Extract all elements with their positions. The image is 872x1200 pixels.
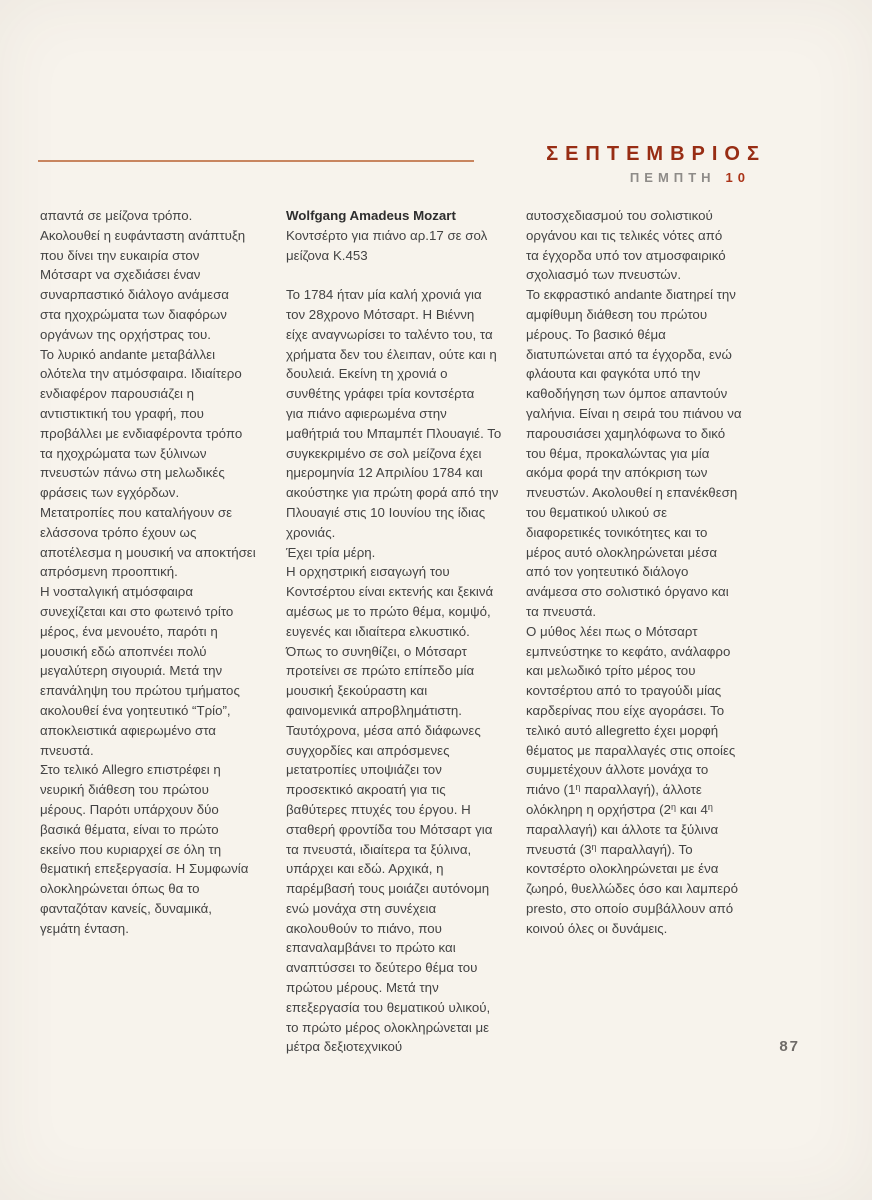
page-number: 87 xyxy=(779,1038,800,1055)
day-number: 10 xyxy=(725,170,750,185)
column-1-text: απαντά σε μείζονα τρόπο. Ακολουθεί η ευφάνταστη ανάπτυξη που δίνει την ευκαιρία στον Μότσαρτ να σχεδιάσει έναν συναρπαστικό διάλογο ανάμεσα στα ηχοχρώματα των διαφόρων οργάνων της ορχήστρας του. Το λυρικό andante μεταβάλλει ολότελα την ατμόσφαιρα. Ιδιαίτερο ενδιαφέρον παρουσιάζει η αντιστικτική του γραφή, που προβάλλει με ενδιαφέροντα τρόπο τα ηχοχρώματα των ξύλινων πνευστών πάνω στη μελωδικές φράσεις των εγχόρδων. Μετατροπίες που καταλήγουν σε ελάσσονα τρόπο έχουν ως αποτέλεσμα η μουσική να αποκτήσει απρόσμενη προοπτική. Η νοσταλγική ατμόσφαιρα συνεχίζεται και στο φωτεινό τρίτο μέρος, ένα μενουέτο, παρότι η μουσική εδώ αποπνέει πολύ μεγαλύτερη σιγουριά. Μετά την επανάληψη του πρώτου τμήματος ακολουθεί ένα γοητευτικό “Τρίο”, αποκλειστικά αφιερωμένο στα πνευστά. Στο τελικό Allegro επιστρέφει η νευρική διάθεση του πρώτου μέρους. Παρότι υπάρχουν δύο βασικά θέματα, είναι το πρώτο εκείνο που κυριαρχεί σε όλη τη θεματική επεξεργασία. Η Συμφωνία ολοκληρώνεται όπως θα το φανταζόταν κανείς, δυναμικά, γεμάτη ένταση. xyxy=(40,208,256,936)
column-2 xyxy=(286,206,526,1057)
column-3-text: αυτοσχεδιασμού του σολιστικού οργάνου και τις τελικές νότες από τα έγχορδα υπό τον ατμοσφαιρικό σχολιασμό των πνευστών. Το εκφραστικό andante διατηρεί την αμφίθυμη διάθεση του πρώτου μέρους. Το βασικό θέμα διατυπώνεται από τα έγχορδα, ενώ φλάουτα και φαγκότα υπό την καθοδήγηση των όμποε απαντούν γαλήνια. Είναι η σειρά του πιάνου να παρουσιάσει χαμηλόφωνα το δικό του θέμα, προκαλώντας για μία ακόμα φορά την απόκριση των πνευστών. Ακολουθεί η επανέκθεση του θεματικού υλικού σε διαφορετικές τονικότητες και το μέρος αυτό ολοκληρώνεται μέσα από τον γοητευτικό διάλογο ανάμεσα στο σολιστικό όργανο και τα πνευστά. Ο μύθος λέει πως ο Μότσαρτ εμπνεύστηκε το κεφάτο, ανάλαφρο και μελωδικό τρίτο μέρος του κοντσέρτου από το τραγούδι μίας καρδερίνας που είχε αγοράσει. Το τελικό αυτό allegretto έχει μορφή θέματος με παραλλαγές στις οποίες συμμετέχουν άλλοτε μονάχα το πιάνο ($1^\eta$ παραλλαγή), άλλοτε ολόκληρη η ορχήστρα ($2^\eta$ και $4^\eta$ παραλλαγή) και άλλοτε τα ξύλινα πνευστά ($3^\eta$ παραλλαγή). Το κοντσέρτο ολοκληρώνεται με ένα ζωηρό, θυελλώδες όσο και λαμπερό presto, στο οποίο συμβάλλουν από κοινού όλες οι δυνάμεις. xyxy=(526,208,742,936)
month-title: ΣΕΠΤΕΜΒΡΙΟΣ xyxy=(546,143,766,165)
date-line xyxy=(630,170,750,185)
article-heading: Wolfgang Amadeus Mozart xyxy=(286,208,456,223)
header-rule xyxy=(38,160,474,162)
weekday-label: ΠΕΜΠΤΗ xyxy=(629,170,716,185)
article-subtitle: Κοντσέρτο για πιάνο αρ.17 σε σολ μείζονα Κ.453 xyxy=(286,227,488,263)
column-2-text: Το 1784 ήταν μία καλή χρονιά για τον 28χρονο Μότσαρτ. Η Βιέννη είχε αναγνωρίσει το ταλέντο του, τα χρήματα δεν του έλειπαν, ούτε και η δουλειά. Εκείνη τη χρονιά ο συνθέτης γράφει τρία κοντσέρτα για πιάνο αφιερωμένα στην μαθήτριά του Μπαμπέτ Πλουαγιέ. Το συγκεκριμένο σε σολ μείζονα έχει ημερομηνία 12 Απριλίου 1784 και ακούστηκε για πρώτη φορά από την Πλουαγιέ στις 10 Ιουνίου της ίδιας χρονιάς. Έχει τρία μέρη. Η ορχηστρική εισαγωγή του Κοντσέρτου είναι εκτενής και ξεκινά αμέσως με το πρώτο θέμα, κομψό, ευγενές και ιδιαίτερα ελκυστικό. Όπως το συνηθίζει, ο Μότσαρτ προτείνει σε πρώτο επίπεδο μία μουσική ξεκούραστη και φαινομενικά απροβλημάτιστη. Ταυτόχρονα, μέσα από διάφωνες συγχορδίες και απρόσμενες μετατροπίες υποψιάζει τον προσεκτικό ακροατή για τις βαθύτερες πτυχές του έργου. Η σταθερή φροντίδα του Μότσαρτ για τα πνευστά, ιδιαίτερα τα ξύλινα, υπάρχει και εδώ. Αρχικά, η παρέμβασή τους μοιάζει αυτόνομη ενώ μονάχα στη συνέχεια ακολουθούν το πιάνο, που επαναλαμβάνει το πρώτο και αναπτύσσει το δεύτερο θέμα του πρώτου μέρους. Μετά την επεξεργασία του θεματικού υλικού, το πρώτο μέρος ολοκληρώνεται με μέτρα δεξιοτεχνικού xyxy=(286,287,502,1055)
